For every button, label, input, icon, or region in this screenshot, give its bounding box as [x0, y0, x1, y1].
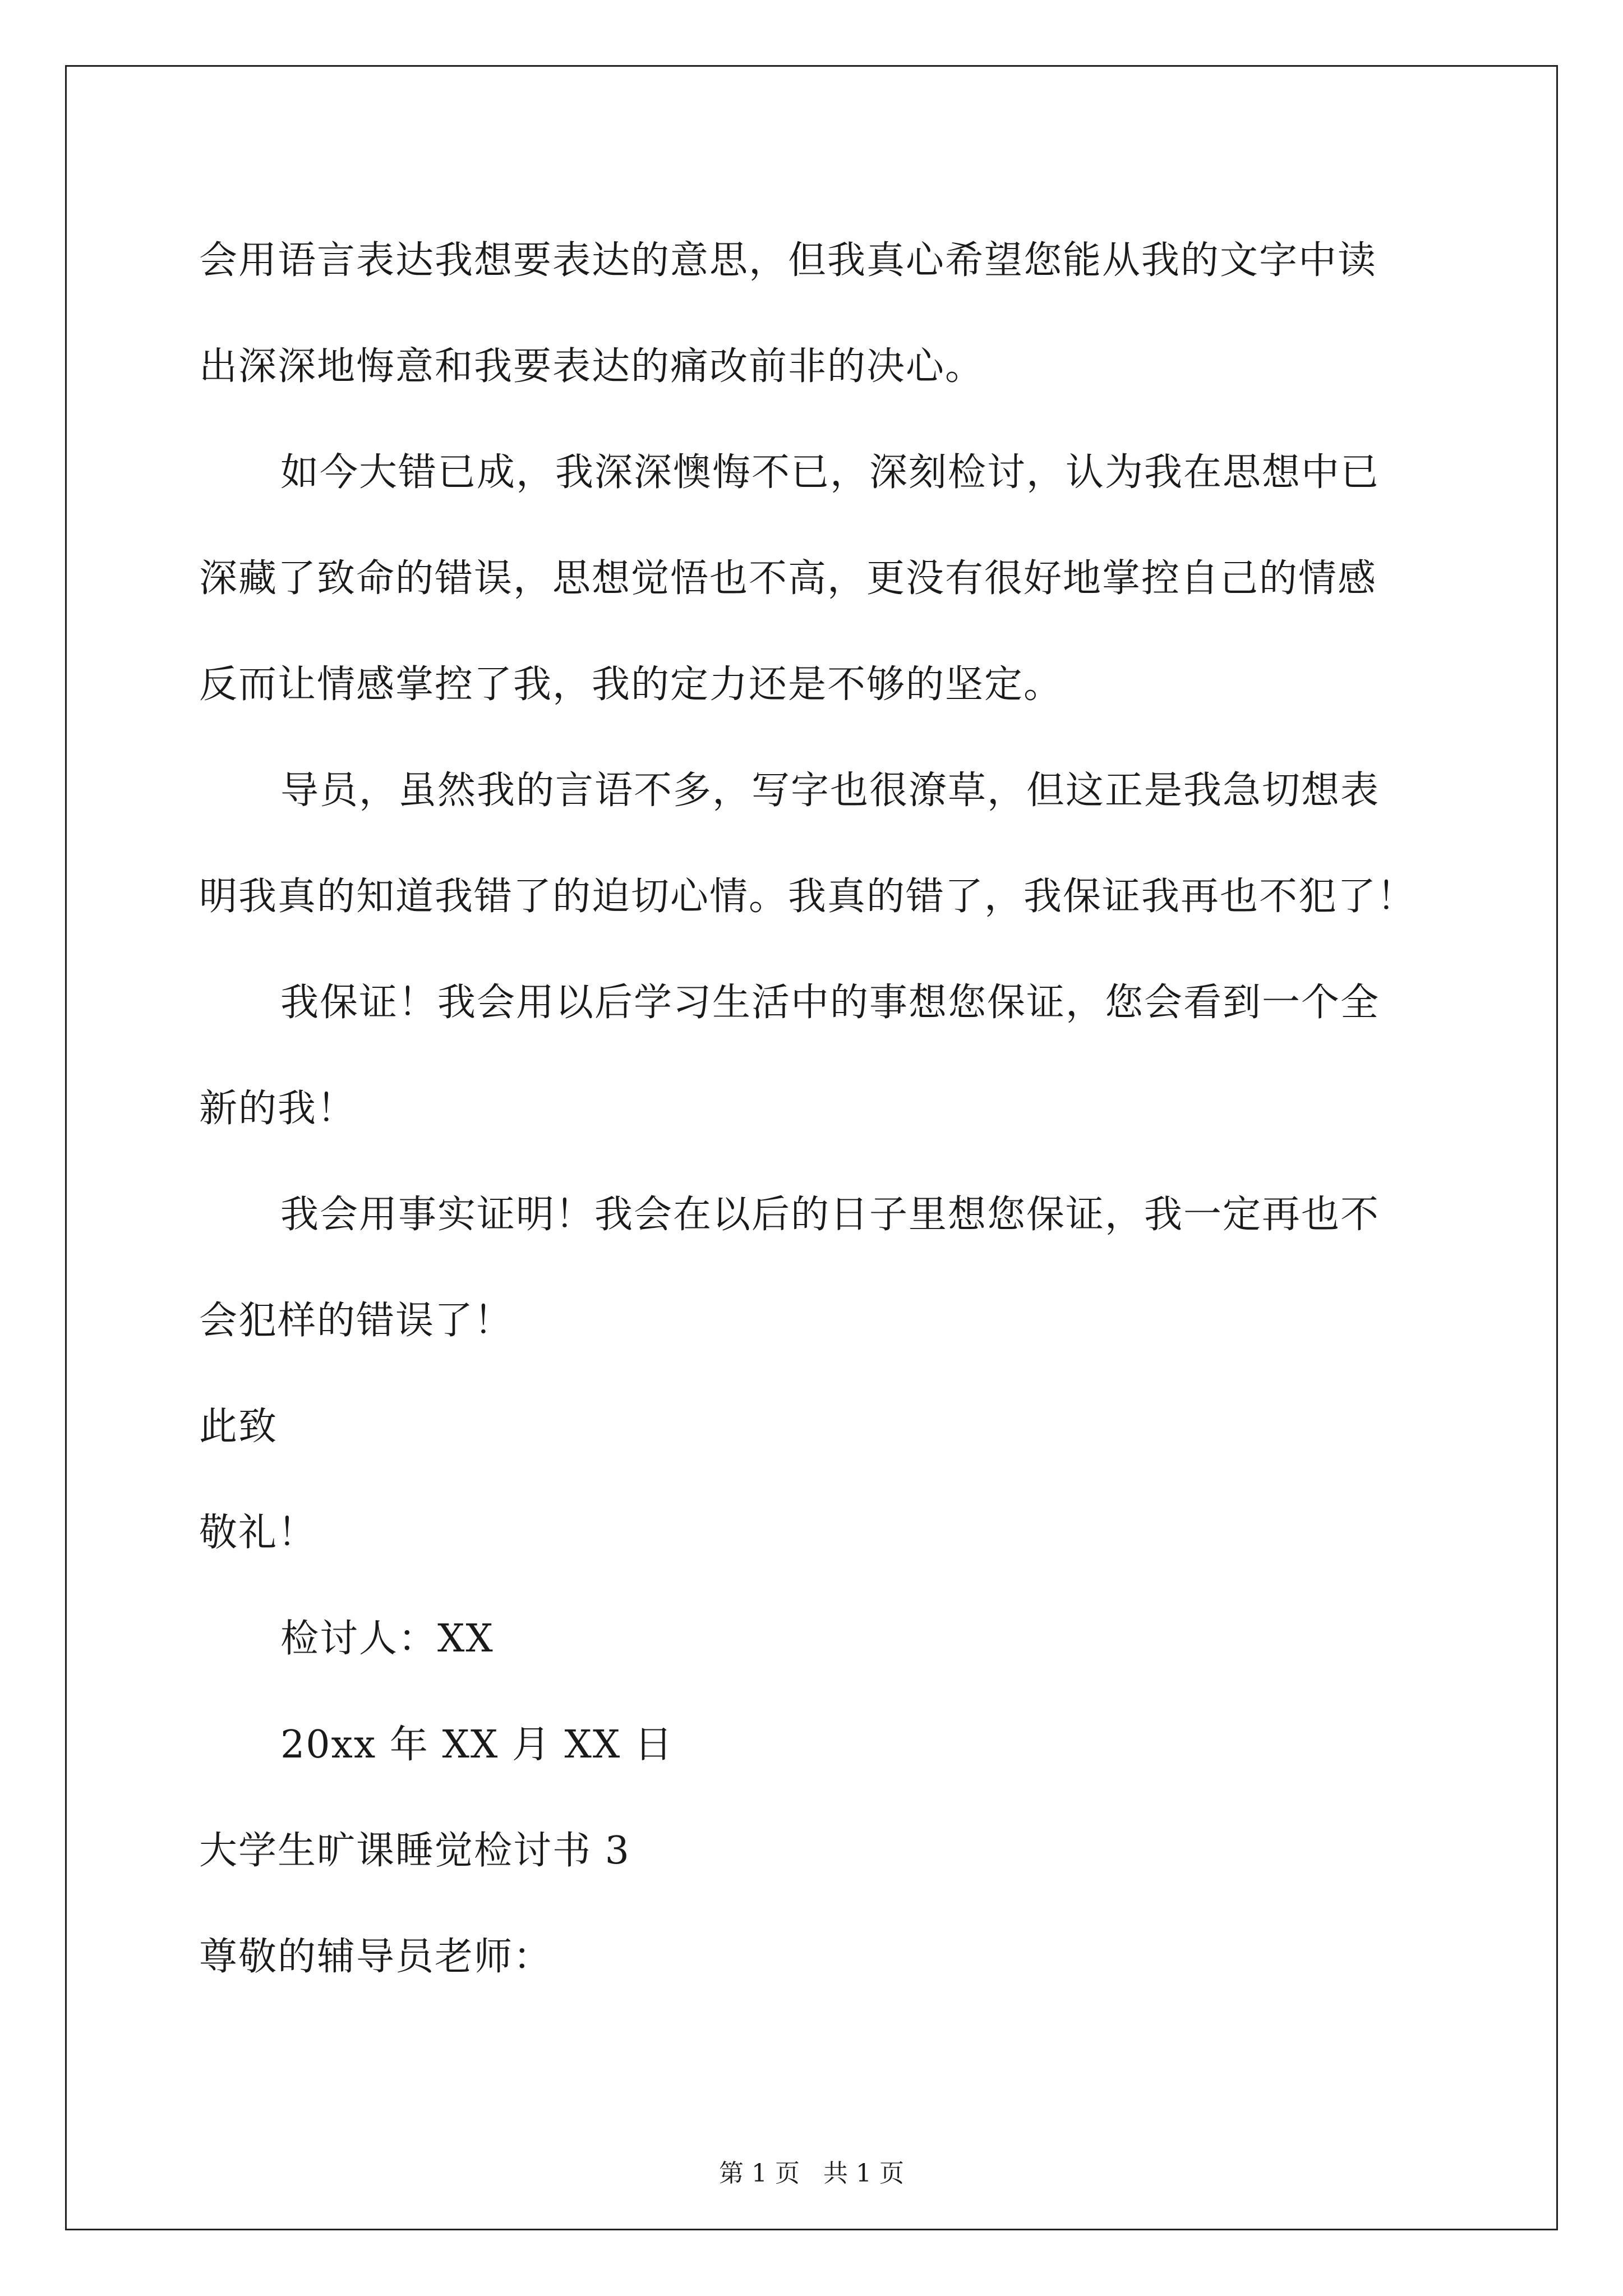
text-line: 反而让情感掌控了我，我的定力还是不够的坚定。: [199, 662, 1063, 707]
page-number-footer: 第 1 页 共 1 页: [719, 2159, 904, 2188]
text-line: 导员，虽然我的言语不多，写字也很潦草，但这正是我急切想表: [280, 769, 1380, 813]
salutation-regards: 敬礼！: [199, 1511, 317, 1555]
document-body: [199, 208, 1461, 2010]
text-line: 新的我！: [199, 1087, 357, 1131]
signature-line: 检讨人：XX: [280, 1617, 494, 1661]
section-title: 大学生旷课睡觉检讨书 3: [199, 1829, 630, 1873]
date-line: 20xx 年 XX 月 XX 日: [280, 1723, 674, 1767]
text-line: 我保证！我会用以后学习生活中的事想您保证，您会看到一个全: [280, 981, 1380, 1025]
salutation-closing: 此致: [199, 1405, 278, 1449]
greeting-line: 尊敬的辅导员老师：: [199, 1935, 553, 1979]
text-line: 深藏了致命的错误，思想觉悟也不高，更没有很好地掌控自己的情感: [199, 556, 1377, 601]
text-line: 如今大错已成，我深深懊悔不已，深刻检讨，认为我在思想中已: [280, 450, 1380, 495]
text-line: 会犯样的错误了！: [199, 1299, 514, 1343]
text-line: 会用语言表达我想要表达的意思，但我真心希望您能从我的文字中读: [199, 238, 1377, 283]
text-line: 出深深地悔意和我要表达的痛改前非的决心。: [199, 344, 985, 389]
text-line: 明我真的知道我错了的迫切心情。我真的错了，我保证我再也不犯了！: [199, 875, 1417, 919]
text-line: 我会用事实证明！我会在以后的日子里想您保证，我一定再也不: [280, 1193, 1380, 1237]
